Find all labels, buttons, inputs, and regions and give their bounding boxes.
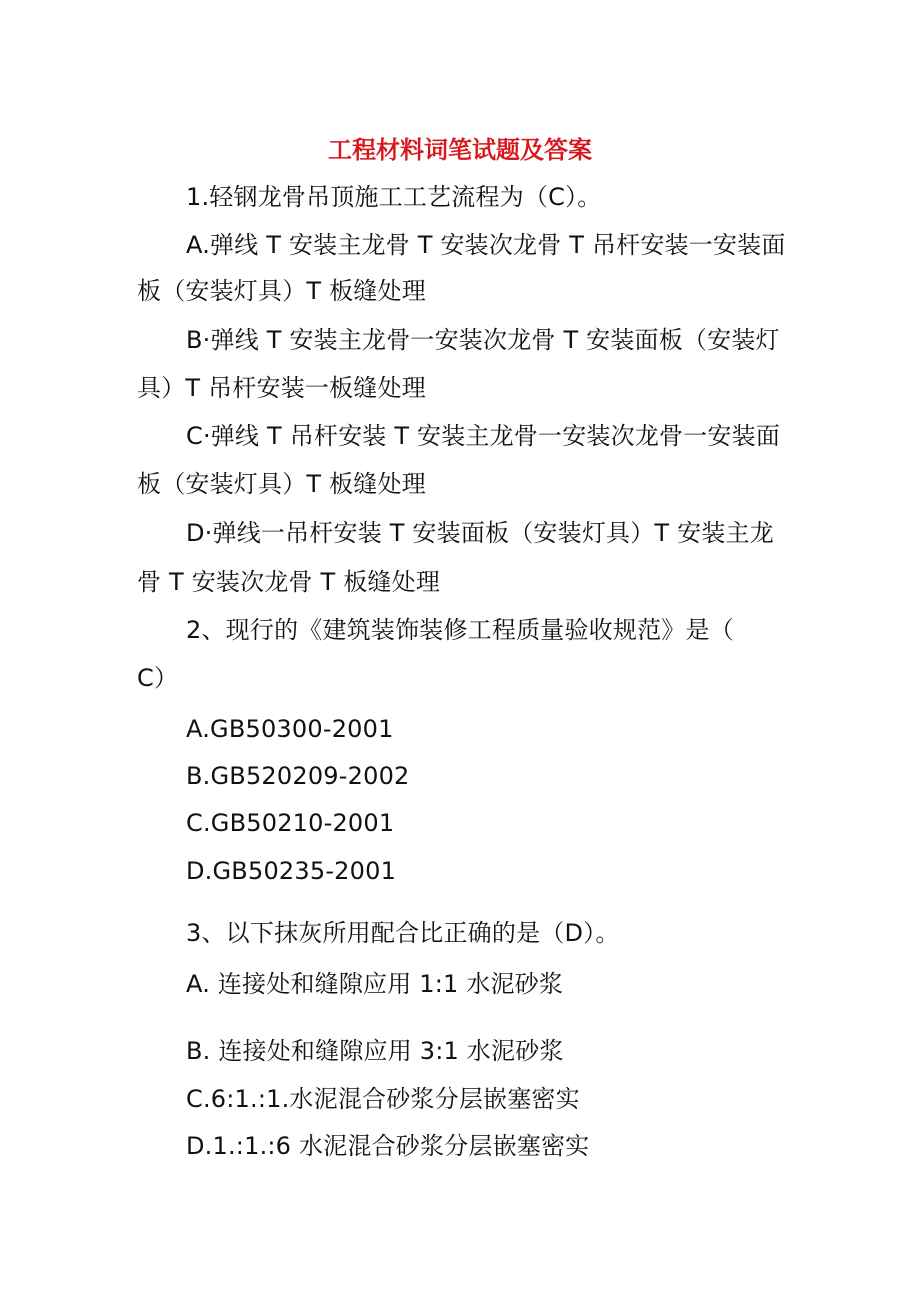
- q3-option-c: C.6:1.:1.水泥混合砂浆分层嵌塞密实: [186, 1085, 580, 1113]
- q1-option-d-line-2: 骨 T 安装次龙骨 T 板缝处理: [137, 568, 441, 596]
- q1-option-a-line-1: A.弹线 T 安装主龙骨 T 安装次龙骨 T 吊杆安装一安装面: [186, 231, 786, 259]
- q1-option-b-line-2: 具）T 吊杆安装一板缝处理: [137, 374, 426, 402]
- q2-option-b: B.GB520209-2002: [186, 762, 410, 790]
- q1-option-c-line-1: C·弹线 T 吊杆安装 T 安装主龙骨一安装次龙骨一安装面: [186, 422, 781, 450]
- q2-option-a: A.GB50300-2001: [186, 715, 394, 743]
- q3-option-d: D.1.:1.:6 水泥混合砂浆分层嵌塞密实: [186, 1132, 590, 1160]
- q1-option-c-line-2: 板（安装灯具）T 板缝处理: [137, 470, 426, 498]
- document-title: 工程材料词笔试题及答案: [328, 136, 592, 164]
- q2-option-c: C.GB50210-2001: [186, 809, 395, 837]
- q1-option-b-line-1: B·弹线 T 安装主龙骨一安装次龙骨 T 安装面板（安装灯: [186, 326, 780, 354]
- question-1: 1.轻钢龙骨吊顶施工工艺流程为（C）。: [186, 183, 602, 211]
- question-2-line-2: C）: [137, 664, 179, 692]
- question-3: 3、以下抹灰所用配合比正确的是（D）。: [186, 919, 620, 947]
- q3-option-a: A. 连接处和缝隙应用 1:1 水泥砂浆: [186, 970, 564, 998]
- q1-option-d-line-1: D·弹线一吊杆安装 T 安装面板（安装灯具）T 安装主龙: [186, 519, 774, 547]
- q1-option-a-line-2: 板（安装灯具）T 板缝处理: [137, 277, 426, 305]
- q3-option-b: B. 连接处和缝隙应用 3:1 水泥砂浆: [186, 1037, 564, 1065]
- q2-option-d: D.GB50235-2001: [186, 857, 397, 885]
- question-2-line-1: 2、现行的《建筑装饰装修工程质量验收规范》是（: [186, 616, 734, 644]
